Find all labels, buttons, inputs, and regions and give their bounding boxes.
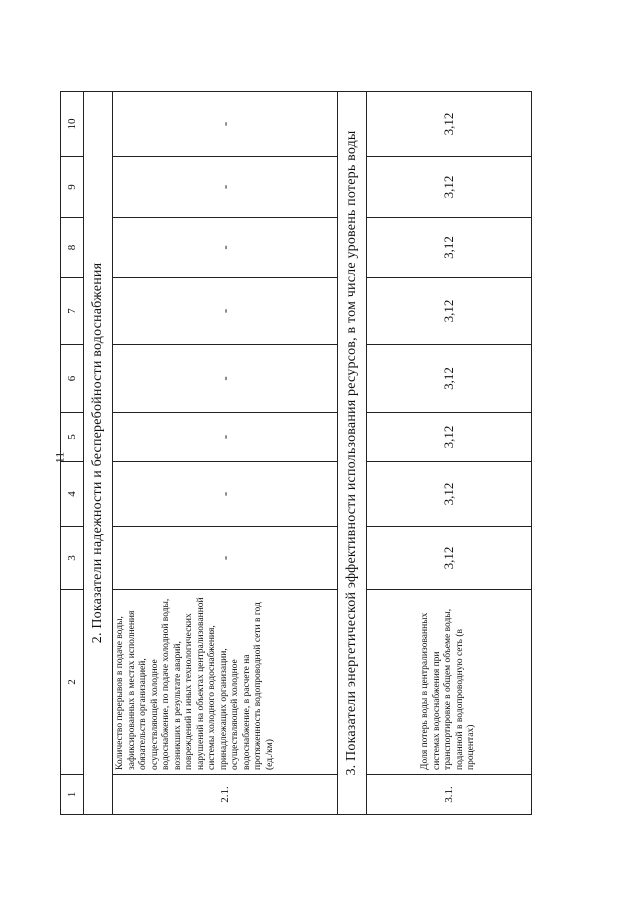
header-row	[61, 92, 84, 815]
section-3-title: 3. Показатели энергетической эффективности использования ресурсов, в том числе уровень потерь воды	[338, 92, 367, 815]
value-cell: -	[113, 92, 338, 157]
value-cell: 3,12	[367, 278, 532, 345]
row-description: Количество перерывов в подаче воды, зафиксированных в местах исполнения обязательств организацией, осуществляющей холодное водоснабжение, по подаче холодной воды, возникших в результате аварий, повреждений и иных технологических нарушений на объектах централизованной системы холодного водоснабжения, принадлежащих организации, осуществляющей холодное водоснабжение, в расчете на протяженность водопроводной сети в год (ед./км)	[113, 590, 338, 775]
value-cell: -	[113, 157, 338, 218]
row-number: 3.1.	[367, 775, 532, 815]
column-header: 3	[61, 527, 84, 590]
row-description: Доля потерь воды в централизованных системах водоснабжения при транспортировке в общем объеме воды, поданной в водопроводную сеть (в процентах)	[367, 590, 532, 775]
row-number: 2.1.	[113, 775, 338, 815]
column-header: 2	[61, 590, 84, 775]
value-cell: 3,12	[367, 413, 532, 462]
rotated-table-wrapper	[60, 92, 600, 815]
value-cell: 3,12	[367, 157, 532, 218]
document-sheet	[60, 92, 600, 815]
value-cell: -	[113, 278, 338, 345]
value-cell: 3,12	[367, 527, 532, 590]
value-cell: 3,12	[367, 462, 532, 527]
section-3-row	[338, 92, 367, 815]
value-cell: 3,12	[367, 218, 532, 278]
value-cell: -	[113, 462, 338, 527]
column-header: 7	[61, 278, 84, 345]
column-header: 6	[61, 345, 84, 413]
column-header: 4	[61, 462, 84, 527]
value-cell: -	[113, 345, 338, 413]
column-header: 5	[61, 413, 84, 462]
column-header: 1	[61, 775, 84, 815]
page-number: 11	[52, 451, 67, 464]
column-header: 9	[61, 157, 84, 218]
value-cell: -	[113, 218, 338, 278]
table-row	[367, 92, 532, 815]
column-header: 10	[61, 92, 84, 157]
value-cell: -	[113, 527, 338, 590]
value-cell: -	[113, 413, 338, 462]
section-2-row	[84, 92, 113, 815]
column-header: 8	[61, 218, 84, 278]
section-2-title: 2. Показатели надежности и бесперебойности водоснабжения	[84, 92, 113, 815]
value-cell: 3,12	[367, 92, 532, 157]
value-cell: 3,12	[367, 345, 532, 413]
indicators-table	[60, 91, 532, 815]
table-row	[113, 92, 338, 815]
